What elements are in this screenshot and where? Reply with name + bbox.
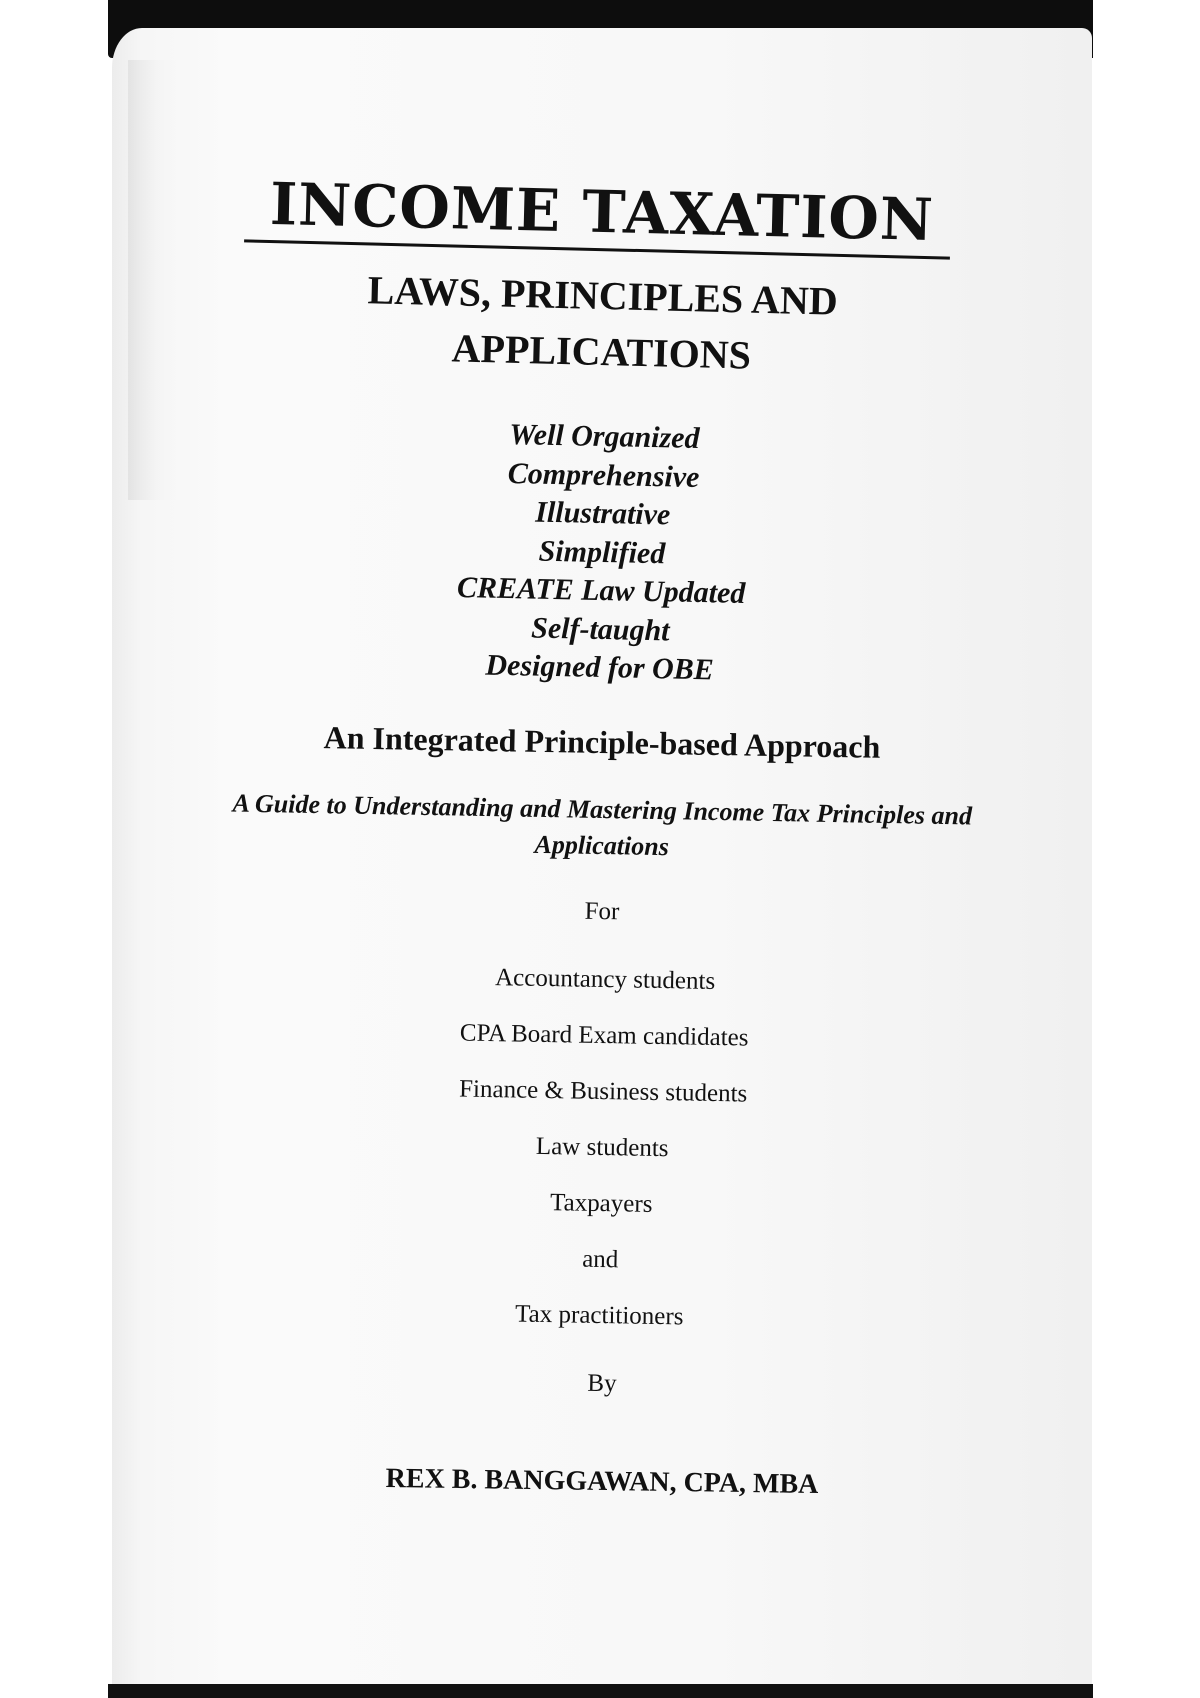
feature-item: Self-taught: [530, 611, 670, 647]
audience-item: Law students: [535, 1132, 669, 1163]
subtitle-line-2: APPLICATIONS: [451, 325, 752, 378]
audience-item: Finance & Business students: [458, 1075, 748, 1108]
feature-list: [109, 408, 1094, 698]
feature-item: Designed for OBE: [485, 648, 715, 687]
for-label: For: [584, 897, 620, 926]
author-name: REX B. BANGGAWAN, CPA, MBA: [385, 1462, 819, 1501]
audience-item: Accountancy students: [494, 964, 716, 995]
book-subtitle: [111, 256, 1093, 392]
guide-description: [141, 784, 1062, 872]
audience-list: [109, 956, 1096, 1365]
audience-item: and: [581, 1245, 619, 1274]
subtitle-line-1: LAWS, PRINCIPLES AND: [367, 267, 839, 324]
audience-item: Taxpayers: [549, 1189, 653, 1218]
book-title: INCOME TAXATION: [269, 169, 935, 255]
audience-item: CPA Board Exam candidates: [459, 1019, 749, 1052]
feature-item: Comprehensive: [507, 456, 700, 494]
approach-heading: An Integrated Principle-based Approach: [323, 719, 881, 765]
feature-item: Simplified: [538, 534, 666, 570]
feature-item: Illustrative: [534, 495, 671, 532]
feature-item: Well Organized: [508, 418, 700, 456]
feature-item: CREATE Law Updated: [456, 570, 746, 611]
title-page-content: [112, 0, 1092, 1698]
audience-item: Tax practitioners: [514, 1300, 684, 1331]
guide-line-2: Applications: [534, 829, 670, 862]
guide-line-1: A Guide to Understanding and Mastering Income Tax Principles and: [232, 788, 973, 831]
by-label: By: [587, 1369, 617, 1398]
